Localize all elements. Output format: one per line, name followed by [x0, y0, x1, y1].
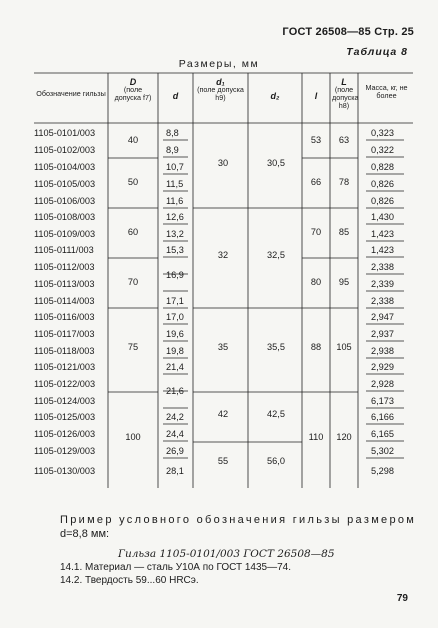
- group-d2: 32,5: [267, 250, 285, 260]
- row-designation: 1105-0113/003: [34, 279, 95, 289]
- row-d: 24,2: [166, 412, 184, 422]
- row-d: 24,4: [166, 429, 184, 439]
- row-d: 16,9: [166, 270, 184, 280]
- row-designation: 1105-0118/003: [34, 346, 95, 356]
- row-designation: 1105-0121/003: [34, 362, 96, 372]
- row-designation: 1105-0114/003: [34, 296, 95, 306]
- row-mass: 2,338: [371, 262, 394, 272]
- row-mass: 2,338: [371, 296, 394, 306]
- group-L: 120: [336, 432, 352, 442]
- group-d1: 55: [217, 456, 229, 466]
- group-L: 78: [338, 177, 350, 187]
- group-L: 105: [336, 342, 352, 352]
- row-mass: 6,166: [371, 412, 394, 422]
- sizes-title: Размеры, мм: [178, 58, 260, 70]
- group-D: 50: [127, 177, 139, 187]
- row-d: 19,8: [166, 346, 184, 356]
- group-l: 110: [308, 432, 324, 442]
- row-mass: 6,165: [371, 429, 394, 439]
- group-D: 70: [127, 277, 139, 287]
- row-d: 8,9: [166, 145, 179, 155]
- row-mass: 2,339: [371, 279, 394, 289]
- row-mass: 2,947: [371, 312, 394, 322]
- row-mass: 2,928: [371, 379, 394, 389]
- row-designation: 1105-0109/003: [34, 229, 96, 239]
- col-header-L: L (поле допуска h8): [332, 77, 359, 110]
- row-mass: 0,826: [371, 179, 394, 189]
- page-number: 79: [396, 593, 408, 604]
- group-D: 60: [127, 227, 139, 237]
- col-header-d1: d₁ (поле допуска h9): [197, 77, 244, 102]
- row-mass: 6,173: [371, 396, 394, 406]
- row-designation: 1105-0129/003: [34, 446, 96, 456]
- row-d: 10,7: [166, 162, 184, 172]
- row-d: 19,6: [166, 329, 184, 339]
- row-designation: 1105-0104/003: [34, 162, 96, 172]
- row-designation: 1105-0126/003: [34, 429, 96, 439]
- row-d: 11,6: [166, 196, 184, 206]
- clause-hardness: 14.2. Твердость 59...60 HRCэ.: [60, 575, 199, 586]
- group-L: 95: [338, 277, 350, 287]
- col-header-designation: Обозначение гильзы: [36, 89, 106, 98]
- col-header-l: l: [314, 91, 318, 101]
- group-d1: 42: [217, 409, 229, 419]
- row-d: 13,2: [166, 229, 184, 239]
- group-D: 100: [125, 432, 141, 442]
- row-designation: 1105-0117/003: [34, 329, 95, 339]
- row-designation: 1105-0112/003: [34, 262, 95, 272]
- row-d: 26,9: [166, 446, 184, 456]
- example-line2: d=8,8 мм:: [60, 528, 110, 540]
- group-d2: 30,5: [267, 158, 285, 168]
- col-header-D: D (поле допуска f7): [114, 77, 152, 102]
- table-label: Таблица 8: [346, 46, 408, 58]
- row-mass: 5,298: [371, 466, 394, 476]
- col-header-mass: Масса, кг, не более: [365, 83, 408, 100]
- row-d: 15,3: [166, 245, 184, 255]
- group-d2: 56,0: [267, 456, 285, 466]
- row-mass: 5,302: [371, 446, 394, 456]
- group-d2: 35,5: [267, 342, 285, 352]
- group-L: 85: [338, 227, 350, 237]
- col-header-d: d: [172, 91, 179, 101]
- group-D: 40: [127, 135, 139, 145]
- row-d: 12,6: [166, 212, 184, 222]
- group-L: 63: [338, 135, 350, 145]
- group-d2: 42,5: [267, 409, 285, 419]
- row-mass: 2,929: [371, 362, 394, 372]
- row-mass: 0,322: [371, 145, 394, 155]
- row-designation: 1105-0124/003: [34, 396, 96, 406]
- row-designation: 1105-0116/003: [34, 312, 95, 322]
- group-l: 80: [310, 277, 322, 287]
- row-d: 17,1: [166, 296, 184, 306]
- group-D: 75: [127, 342, 139, 352]
- group-d1: 35: [217, 342, 229, 352]
- example-line1: Пример условного обозначения гильзы размером: [60, 514, 417, 526]
- row-designation: 1105-0108/003: [34, 212, 96, 222]
- row-designation: 1105-0101/003: [34, 128, 96, 138]
- row-mass: 1,423: [371, 229, 394, 239]
- group-l: 88: [310, 342, 322, 352]
- row-designation: 1105-0106/003: [34, 196, 96, 206]
- row-mass: 2,938: [371, 346, 394, 356]
- group-l: 66: [310, 177, 322, 187]
- group-l: 53: [310, 135, 322, 145]
- row-d: 11,5: [166, 179, 184, 189]
- row-d: 28,1: [166, 466, 184, 476]
- row-designation: 1105-0105/003: [34, 179, 96, 189]
- group-d1: 30: [217, 158, 229, 168]
- row-designation: 1105-0125/003: [34, 412, 96, 422]
- row-d: 17,0: [166, 312, 184, 322]
- row-d: 21,4: [166, 362, 184, 372]
- row-mass: 0,826: [371, 196, 394, 206]
- row-mass: 0,828: [371, 162, 394, 172]
- row-d: 8,8: [166, 128, 179, 138]
- row-designation: 1105-0111/003: [34, 245, 94, 255]
- running-header: ГОСТ 26508—85 Стр. 25: [282, 26, 414, 38]
- row-designation: 1105-0130/003: [34, 466, 96, 476]
- example-code: Гильза 1105-0101/003 ГОСТ 26508—85: [118, 548, 335, 560]
- row-designation: 1105-0122/003: [34, 379, 96, 389]
- row-mass: 2,937: [371, 329, 394, 339]
- group-d1: 32: [217, 250, 229, 260]
- row-mass: 1,430: [371, 212, 394, 222]
- group-l: 70: [310, 227, 322, 237]
- row-designation: 1105-0102/003: [34, 145, 96, 155]
- row-mass: 1,423: [371, 245, 394, 255]
- row-mass: 0,323: [371, 128, 394, 138]
- clause-material: 14.1. Материал — сталь У10А по ГОСТ 1435—74.: [60, 562, 292, 573]
- row-d: 21,6: [166, 386, 184, 396]
- col-header-d2: d₂: [270, 91, 280, 101]
